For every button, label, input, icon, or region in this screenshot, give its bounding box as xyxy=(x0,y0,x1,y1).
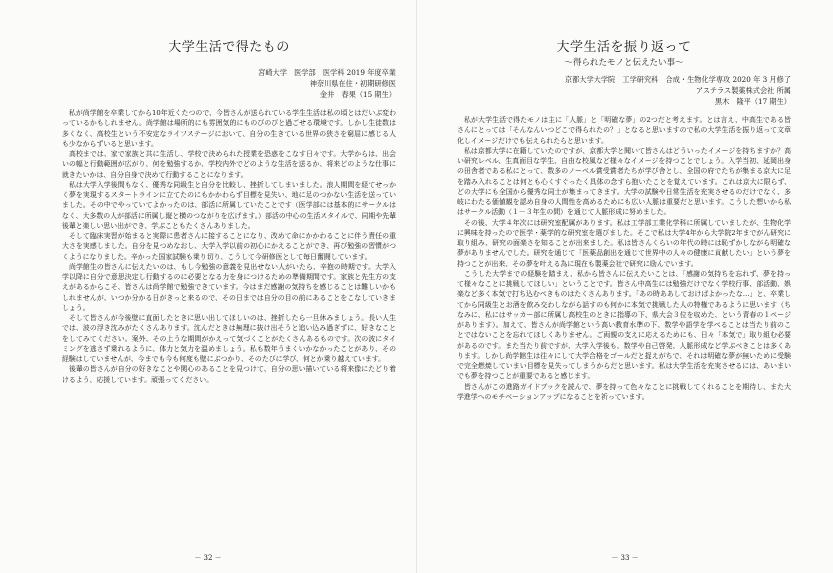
paragraph: 高校までは、家で家族と共に生活し、学校で決められた授業を恐惑をこなす日々です。大学からは、出会いの幅と行動範囲が広がり、何を勉強するか、学校内外でどのような生活を送るか、将来どのような仕事に就きたいかは、自分自身で決めて行動することになります。 xyxy=(62,150,396,179)
article-title: 大学生活で得たもの xyxy=(168,40,290,55)
byline-line: 神奈川県在住・初期研修医 xyxy=(309,79,396,88)
paragraph: そして臨床実習が始まると実際に患者さんに接することになり、改めて命にかかわることに伴う責任の重大さを実感しました。自分を見つめなおし、大学入学以前の初心にかえることができ、再び勉強の習慣がつくようになりました。辛かった国家試験も乗り切り、こうして今研修医として毎日奮闘しています。 xyxy=(62,232,396,261)
author-byline xyxy=(62,67,396,100)
article-title: 大学生活を振り返って xyxy=(556,40,692,55)
paragraph: 後輩の皆さんが自分の好きなことや関心のあることを見つけて、自分の思い描いている将来像にたどり着けるよう、応援しています。頑張ってください。 xyxy=(62,365,396,384)
article-body xyxy=(457,115,791,402)
byline-line: 京都大学大学院 工学研究科 合成・生物化学専攻 2020 年 3 月修了 xyxy=(564,75,791,84)
byline-line: 黒木 隆平（17 期生） xyxy=(714,97,791,106)
byline-line: 宮崎大学 医学部 医学科 2019 年度卒業 xyxy=(258,68,396,77)
paragraph: そして皆さんが今後壁に直面したときに思い出してほしいのは、挫折したら一旦休みましょう。長い人生では、波の浮き沈みがたくさんあります。沈んだときは無理に抜け出そうと追い込み過ぎずに、好きなことをしてみてください。案外、その上うな期間がかえって気づくことがたくさんあるものです。次の波にタイミングを逃さず乗れるように、体力と気力を温めましょう。私も数年うまくいかなかったことがあり、その経験はしていませんが、今までも今も何度も壁にぶつかり、そのたびに学び、何とか乗り越えています。 xyxy=(62,314,396,363)
paragraph: こうした大学までの経験を踏まえ、私から皆さんに伝えたいことは、「感謝の気持ちを忘れず、夢を持って様々なことに挑戦してほしい」ということです。皆さん中高生には勉強だけでなく学校行事、部活動、娯楽など多く本気で打ち込むべきものはたくさんあります。「あの時ああしておけばよかったな…」と、卒業してから同級生とお酒を飲み交わしながら話すのも何かに本気で挑戦した人の特権であるように思います（ちなみに、私にはサッカー部に所属し高校生のときに指導の下、県大会３位を収めた、という青春の１ページがあります）。加えて、皆さんが尚学館という高い教育水準の下、数学や語学を学べることは当たり前のことではないことを忘れてほしくありません。ご両親の支えに応えるためにも、日々「本気で」取り組む必要があるのです。また当たり前ですが、大学入学後も、数学や自己啓発、人脈形成など学ぶべきことは多くあります。しかし尚学館生は往々にして大学合格をゴールだと捉えがちで、それは明確な夢が無いために受験で完全燃焼していまい目標を見失ってしまうからだと思います。私は大学生活を充実させるには、あいまいでも夢を持つことが重要であると感じます。 xyxy=(457,269,791,381)
left-page xyxy=(0,0,416,573)
right-page xyxy=(417,0,833,573)
paragraph: 私は大学入学後間もなく、優秀な同級生と自分を比較し、挫折してしまいました。浪人期間を経てせっかく夢を実現するスタートラインに立てたのにもかかわらず目標を見失い、地に足のつかない生活を送っていました。その中でやっていてよかったのは、部活に所属していたことです（医学部には基本的にサークルはなく、大多数の人が部活に所属し縦と横のつながりを広げます。）部活の中心の生活スタイルで、同期や先輩後輩と楽しい思い出ができ、学ぶこともたくさんありました。 xyxy=(62,180,396,230)
paragraph: 私が大学生活で得たモノは主に「人脈」と「明確な夢」の2つだと考えます。とは言え、中高生である皆さんにとっては「そんなんいつどこで得られたの？」となると思いますので私の大学生活を振り返って文章化しイメージだけでも伝えられたらと思います。 xyxy=(457,116,791,145)
byline-line: アステラス製薬株式会社 所属 xyxy=(695,86,791,95)
author-byline xyxy=(457,74,791,107)
paragraph: 皆さんがこの進路ガイドブックを読んで、夢を持って色々なことに挑戦してくれることを期待し、また大学進学へのモチベーションアップになることを祈っています。 xyxy=(457,382,791,401)
page-number: － 32 － xyxy=(194,554,222,562)
paragraph: 私が尚学館を卒業してから10年近くたつので、今皆さんが送られている学生生活は私の頃とはだいぶ変わっているかもしれません。尚学館は場所的にも雰囲気的にものびのびと過ごせる環境です。しかし生徒数は多くなく、高校生という不安定なライフステージにおいて、自分の生きている世界の狭さを窮屈に感じる人も少なからずいると思います。 xyxy=(62,109,396,148)
article-body xyxy=(62,108,396,385)
paragraph: その後、大学４年次には研究室配属があります。私は工学部工業化学科に所属していましたが、生物化学に興味を持ったので医学・薬学的な研究室を選びました。そこで私は大学4年から大学院2年までがん研究に取り組み、研究の面楽さを知ることが出来ました。私は皆さんくらいの年代の時には恥ずかしながら明確な夢がありませんでした。研究を通じて「医薬品創出を通じて世界中の人々の健康に貢献したい」という夢を持つことが出来、その夢を叶える為に現在も製薬会社で研究に励んでいます。 xyxy=(457,218,791,268)
paragraph: 尚学館生の皆さんに伝えたいのは、もし今勉強の意義を見出せない人がいたら、辛抱の時期です。大学入学以降に自分で意思決定し行動するのに必要となる力を身につけるための準備期間です。家族と先生方の支えがあるからこそ、皆さんは尚学館で勉強できています。今はまだ感謝の気持ちを感じることは難しいかもしれませんが、いつか分かる日がきっと来るので、その日までは自分の目の前にあることをこなしていきましょう。 xyxy=(62,262,396,312)
byline-line: 金井 春果（15 期生） xyxy=(319,90,396,99)
paragraph: 私は京都大学に在籍していたのですが、京都大学と聞いて皆さんはどういったイメージを持ちますか？高い研究レベル、生真面目な学生、自由な校風など様々なイメージを持つことでしょう。入学当初、延岡出身の田舎者である私にとって、数多のノーベル賞受賞者たちが学び舎とし、全国の府でたちが集まる京大に足を踏み入れることは何とも心くすぐったく具体の念すら抱いたことを覚えています。これは京大に限らず、どの大学にも全国から優秀な同士が集まってきます。大学の試験や日常生活を充実させるのだけでなく、多岐にわたる価値観を認め自身の人間性を高めるためにも広い人脈は重要だと思います。こうした想いから私はサークル活動（１－３年生の間）を通じて人脈形成に努めました。 xyxy=(457,146,791,217)
article-subtitle: ～得られたモノと伝えたい事～ xyxy=(564,58,684,68)
page-number: － 33 － xyxy=(611,554,639,562)
